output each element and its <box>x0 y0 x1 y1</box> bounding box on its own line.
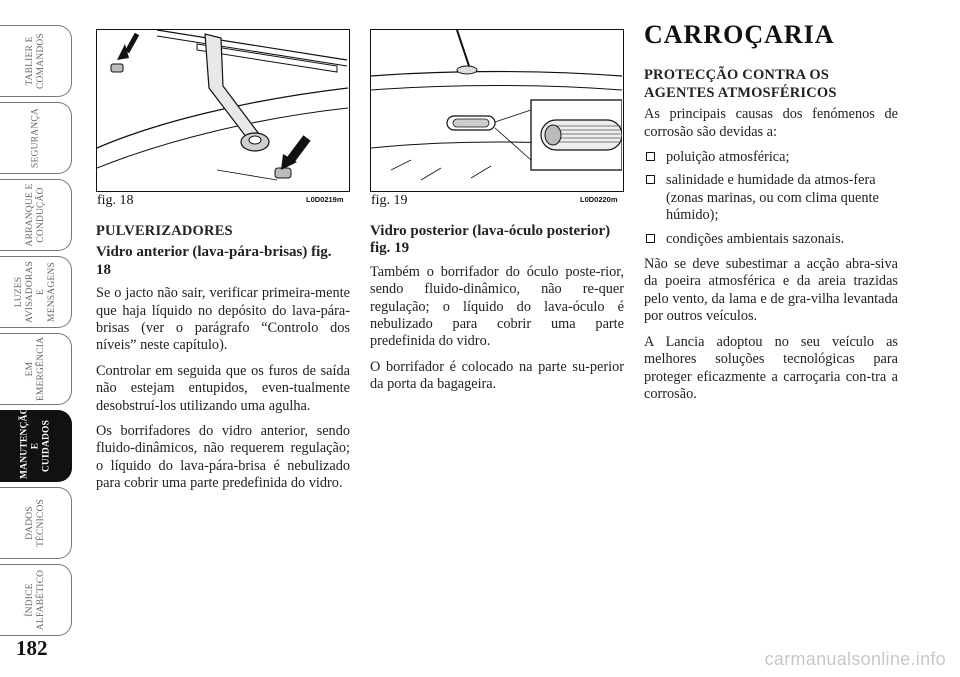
rear-washer-illustration <box>371 30 622 190</box>
tab-label: TABLIER E COMANDOS <box>24 33 46 89</box>
section-heading: PROTECÇÃO CONTRA OS AGENTES ATMOSFÉRICOS <box>644 67 837 101</box>
figure-19-code: L0D0220m <box>580 195 618 204</box>
paragraph: Se o jacto não sair, verificar primeira-mente que haja líquido no depósito do lava-pára-brisas (ver o parágrafo “Controlo dos níveis” neste capítulo). <box>96 285 350 354</box>
checkbox-square-icon <box>646 234 655 243</box>
tab-luzes-avisadoras[interactable] <box>0 256 72 328</box>
tab-label: MANUTENÇÃO E CUIDADOS <box>19 406 51 479</box>
tab-label: SEGURANÇA <box>30 108 40 168</box>
checkbox-square-icon <box>646 175 655 184</box>
tab-tablier-comandos[interactable] <box>0 25 72 97</box>
tab-label: ÍNDICE ALFABÉTICO <box>24 569 46 631</box>
figure-19-caption: fig. 19 <box>371 193 408 208</box>
tab-indice-alfabetico[interactable] <box>0 564 72 636</box>
tab-seguranca[interactable] <box>0 102 72 174</box>
list-item: condições ambientais sazonais. <box>644 231 898 248</box>
column-pulverizadores <box>96 223 350 501</box>
subsection-heading: Vidro posterior (lava-óculo posterior) fig. 19 <box>370 223 611 257</box>
tab-arranque-conducao[interactable] <box>0 179 72 251</box>
tab-dados-tecnicos[interactable] <box>0 487 72 559</box>
section-heading: PULVERIZADORES <box>96 223 233 239</box>
paragraph: Não se deve subestimar a acção abra-siva da poeira atmosférica e da areia trazidas pelo vento, da lama e de gra-vilha levantada por outros veículos. <box>644 256 898 325</box>
page-number: 182 <box>16 636 48 660</box>
figure-19-rear-washer <box>370 29 624 192</box>
paragraph: Também o borrifador do óculo poste-rior, sendo fluido-dinâmico, não re-quer regulação; o líquido do lava-óculo é nebulizado para cobrir uma parte predefinida do vidro. <box>370 263 624 350</box>
figure-18-code: L0D0219m <box>306 195 344 204</box>
paragraph: Controlar em seguida que os furos de saída não estejam entupidos, even-tualmente desobstruí-los utilizando uma agulha. <box>96 362 350 414</box>
tab-label: LUZES AVISADORAS E MENSAGENS <box>13 261 57 324</box>
figure-18-windscreen-washers <box>96 29 350 192</box>
tab-em-emergencia[interactable] <box>0 333 72 405</box>
column-carrocaria <box>644 20 898 411</box>
tab-label: ARRANQUE E CONDUÇÃO <box>24 183 46 247</box>
list-item: salinidade e humidade da atmos-fera (zonas marinas, ou com clima quente húmido); <box>644 172 898 224</box>
checkbox-square-icon <box>646 152 655 161</box>
subsection-heading: Vidro anterior (lava-pára-brisas) fig. 18 <box>96 244 332 278</box>
paragraph: Os borrifadores do vidro anterior, sendo fluido-dinâmicos, não requerem regulação; o líquido do lava-pára-brisa é nebulizado para cobrir uma parte predefinida do vidro. <box>96 423 350 492</box>
wiper-illustration <box>97 30 348 190</box>
tab-label: DADOS TÉCNICOS <box>24 498 46 548</box>
column-vidro-posterior <box>370 223 624 402</box>
paragraph: A Lancia adoptou no seu veículo as melhores soluções tecnológicas para proteger eficazmente a carroçaria con-tra a corrosão. <box>644 333 898 402</box>
bullet-list <box>644 149 898 248</box>
tab-manutencao-cuidados[interactable] <box>0 406 72 482</box>
tab-label: EM EMERGÊNCIA <box>24 336 46 402</box>
chapter-title: CARROÇARIA <box>644 20 835 49</box>
list-item: poluição atmosférica; <box>644 149 898 166</box>
watermark: carmanualsonline.info <box>764 649 946 669</box>
figure-18-caption: fig. 18 <box>97 193 134 208</box>
paragraph: As principais causas dos fenómenos de corrosão são devidas a: <box>644 106 898 140</box>
paragraph: O borrifador é colocado na parte su-perior da porta da bagageira. <box>370 358 624 393</box>
